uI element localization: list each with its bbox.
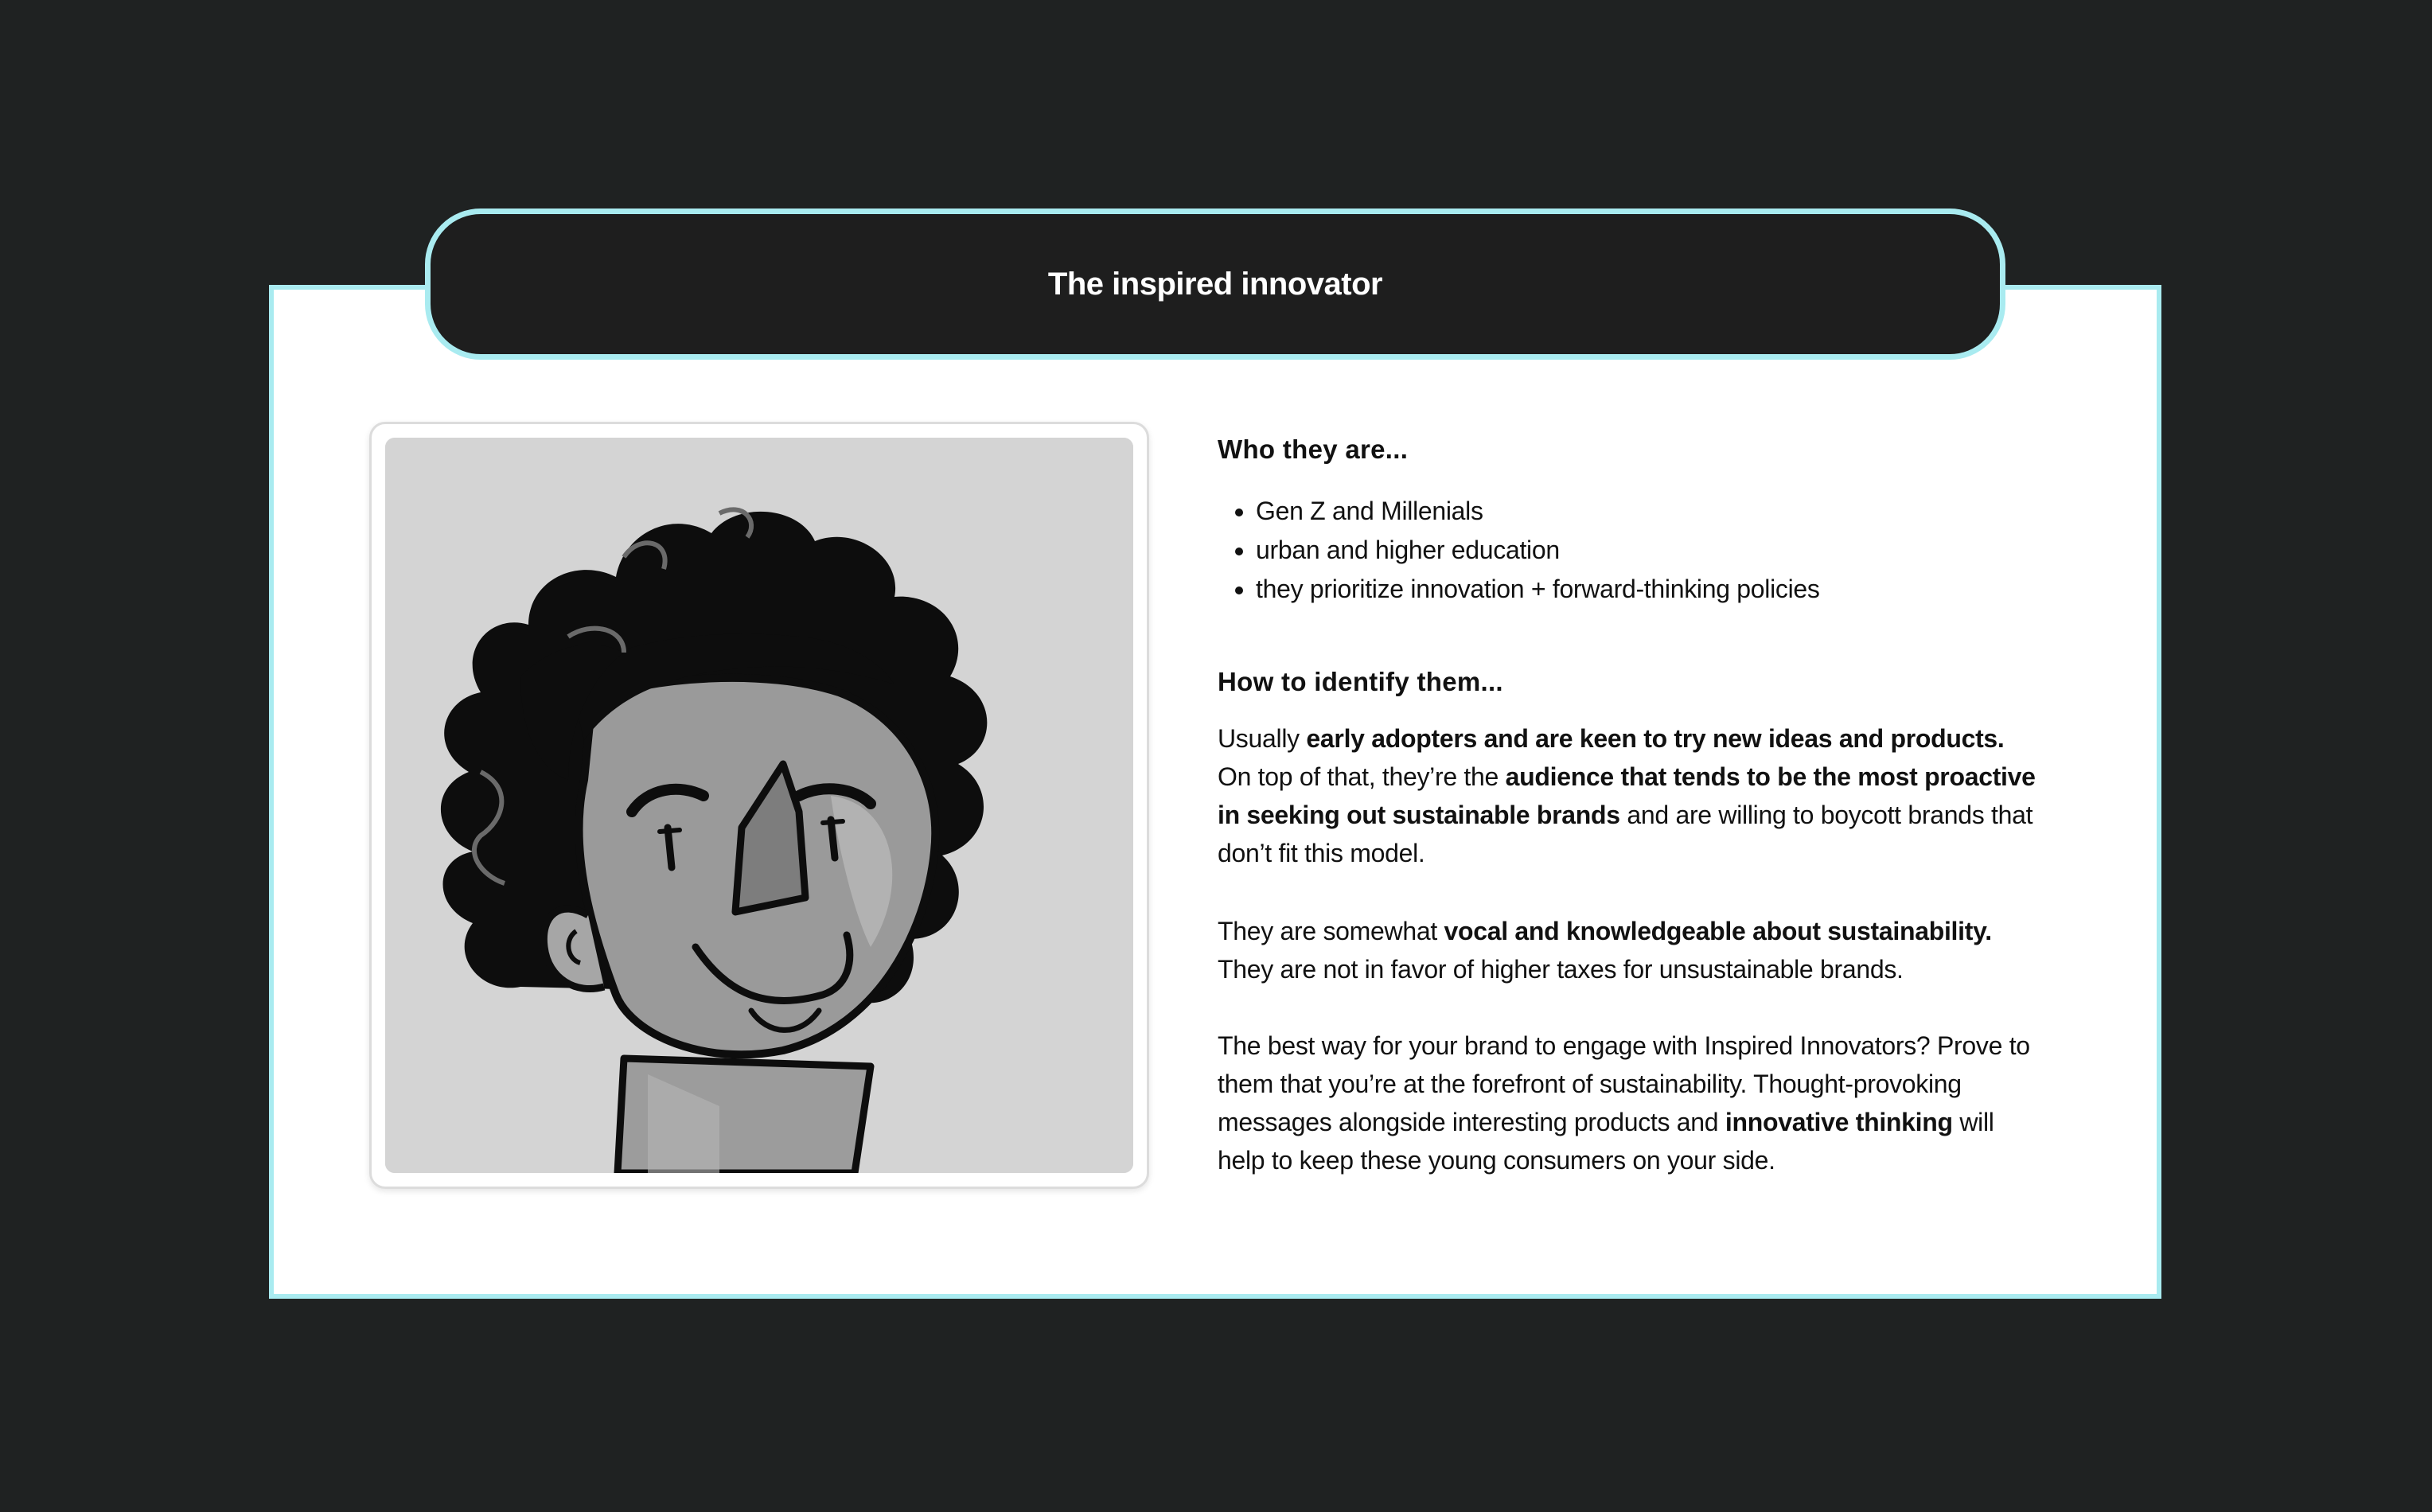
- text-span: will help to keep these young consumers on your side.: [1218, 1108, 1994, 1175]
- who-heading: Who they are...: [1218, 435, 1409, 464]
- list-item: • urban and higher education: [1256, 531, 1820, 570]
- identify-paragraph-3: [1218, 1027, 2037, 1179]
- bold-text: early adopters and are keen to try new ideas and products.: [1306, 724, 2005, 753]
- text-span: They are not in favor of higher taxes for unsustainable brands.: [1218, 955, 1904, 984]
- bold-text: audience that tends to be the most proactive in seeking out sustainable brands: [1218, 762, 2036, 829]
- identify-paragraph-1: [1218, 719, 2037, 872]
- persona-illustration-icon: [385, 438, 1133, 1173]
- identify-heading: How to identify them...: [1218, 667, 1503, 696]
- portrait-frame: [369, 422, 1149, 1189]
- text-span: On top of that, they’re the: [1218, 762, 1506, 791]
- title-bar: [425, 208, 2005, 360]
- text-span: and are willing to boycott brands that don’t fit this model.: [1218, 801, 2033, 867]
- bold-text: innovative thinking: [1725, 1108, 1953, 1136]
- who-list: [1218, 492, 1820, 609]
- persona-illustration: [385, 438, 1133, 1173]
- text-span: They are somewhat: [1218, 917, 1444, 945]
- bold-text: vocal and knowledgeable about sustainability.: [1444, 917, 1992, 945]
- identify-paragraph-2: [1218, 912, 2037, 988]
- persona-title: The inspired innovator: [1047, 266, 1383, 302]
- text-span: The best way for your brand to engage with Inspired Innovators? Prove to them that you’re at the forefront of sustainability. Thought-provoking messages alongside interesting products and: [1218, 1031, 2030, 1136]
- list-item: • they prioritize innovation + forward-thinking policies: [1256, 570, 1820, 609]
- list-item: • Gen Z and Millenials: [1256, 492, 1820, 531]
- text-span: Usually: [1218, 724, 1307, 753]
